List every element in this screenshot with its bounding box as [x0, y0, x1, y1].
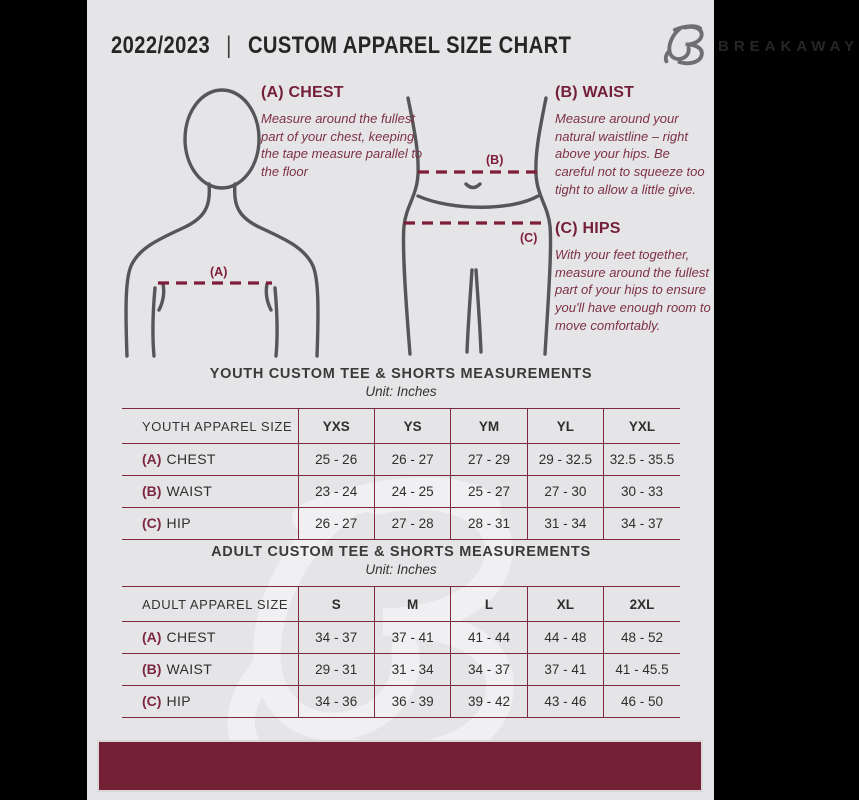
table-row	[122, 444, 680, 476]
row-label-cell	[122, 654, 298, 686]
measurement-cell: 34 - 37	[298, 622, 374, 654]
size-column-header: YM	[451, 409, 527, 444]
size-column-header: 2XL	[604, 587, 680, 622]
size-column-header: YXL	[604, 409, 680, 444]
measurement-cell: 26 - 27	[298, 508, 374, 540]
measurement-cell: 31 - 34	[527, 508, 603, 540]
row-label: HIP	[166, 514, 191, 531]
size-column-header: M	[374, 587, 450, 622]
measurement-cell: 25 - 27	[451, 476, 527, 508]
chest-instructions: Measure around the fullest part of your chest, keeping the tape measure parallel to the floor	[261, 111, 423, 180]
size-column-header: YXS	[298, 409, 374, 444]
title-divider: |	[226, 32, 232, 59]
measurement-cell: 48 - 52	[604, 622, 680, 654]
row-label-prefix: (C)	[142, 514, 162, 531]
measurement-cell: 34 - 37	[604, 508, 680, 540]
size-column-header: YS	[374, 409, 450, 444]
breakaway-b-logo-icon	[659, 23, 709, 69]
measurement-cell: 32.5 - 35.5	[604, 444, 680, 476]
measurement-cell: 28 - 31	[451, 508, 527, 540]
measurement-cell: 29 - 31	[298, 654, 374, 686]
row-label-prefix: (A)	[142, 450, 162, 467]
size-column-header: XL	[527, 587, 603, 622]
measurement-cell: 39 - 42	[451, 686, 527, 718]
footer-bar	[97, 740, 703, 792]
waist-heading: (B) WAIST	[555, 84, 635, 101]
youth-measurements-block	[122, 366, 680, 540]
measurement-cell: 24 - 25	[374, 476, 450, 508]
size-column-header: YL	[527, 409, 603, 444]
measurement-cell: 30 - 33	[604, 476, 680, 508]
figure-right-armpit-tick	[266, 284, 271, 310]
waist-marker-label: (B)	[486, 153, 504, 167]
hip-marker-label: (C)	[520, 231, 538, 245]
size-column-header: S	[298, 587, 374, 622]
measurement-cell: 36 - 39	[374, 686, 450, 718]
row-label: CHEST	[166, 450, 216, 467]
measurement-cell: 43 - 46	[527, 686, 603, 718]
measurement-cell: 27 - 29	[451, 444, 527, 476]
row-label-cell	[122, 444, 298, 476]
size-column-header: L	[451, 587, 527, 622]
row-label-cell	[122, 622, 298, 654]
row-label-prefix: (A)	[142, 628, 162, 645]
measurement-cell: 37 - 41	[374, 622, 450, 654]
title-text: CUSTOM APPAREL SIZE CHART	[247, 32, 572, 59]
row-label: CHEST	[166, 628, 216, 645]
row-label-cell	[122, 476, 298, 508]
figure-right-inner-arm	[275, 288, 277, 356]
row-label-prefix: (B)	[142, 482, 162, 499]
hips-instructions: With your feet together, measure around the fullest part of your hips to ensure you'll have enough room to move comfortably.	[555, 247, 711, 333]
measurement-cell: 41 - 45.5	[604, 654, 680, 686]
figure-left-armpit-tick	[159, 284, 164, 310]
size-table-label-header: ADULT APPAREL SIZE	[122, 587, 298, 622]
row-label: HIP	[166, 692, 191, 709]
brand-block	[659, 23, 859, 69]
hips-section	[555, 220, 713, 334]
row-label-prefix: (C)	[142, 692, 162, 709]
figure-left-shoulder-arm	[126, 184, 209, 356]
measurement-cell: 31 - 34	[374, 654, 450, 686]
adult-measurements-block	[122, 544, 680, 718]
size-chart-page	[87, 0, 859, 800]
figure-right-inner-thigh	[476, 270, 481, 352]
figure-navel	[466, 184, 480, 188]
row-label-cell	[122, 686, 298, 718]
measurement-cell: 44 - 48	[527, 622, 603, 654]
measurement-cell: 34 - 36	[298, 686, 374, 718]
adult-table-title: ADULT CUSTOM TEE & SHORTS MEASUREMENTS	[211, 544, 591, 560]
measurement-cell: 26 - 27	[374, 444, 450, 476]
measurement-cell: 46 - 50	[604, 686, 680, 718]
brand-name: BREAKAWAY	[718, 37, 859, 55]
table-header-row	[122, 587, 680, 622]
table-header-row	[122, 409, 680, 444]
measurement-cell: 41 - 44	[451, 622, 527, 654]
chest-marker-label: (A)	[210, 265, 228, 279]
figure-head	[185, 90, 259, 188]
table-row	[122, 686, 680, 718]
measurement-cell: 27 - 28	[374, 508, 450, 540]
row-label-cell	[122, 508, 298, 540]
youth-table-unit: Unit: Inches	[365, 384, 437, 399]
title-year: 2022/2023	[111, 32, 211, 59]
chest-heading: (A) CHEST	[261, 84, 344, 101]
chest-section	[261, 84, 431, 181]
measurement-cell: 23 - 24	[298, 476, 374, 508]
figure-left-inner-thigh	[467, 270, 472, 352]
row-label: WAIST	[166, 660, 213, 677]
row-label-prefix: (B)	[142, 660, 162, 677]
waist-section	[555, 84, 710, 198]
adult-table-unit: Unit: Inches	[365, 562, 437, 577]
figure-waistband-curve	[418, 196, 538, 207]
table-row	[122, 654, 680, 686]
table-row	[122, 622, 680, 654]
measurement-cell: 25 - 26	[298, 444, 374, 476]
measurement-cell: 29 - 32.5	[527, 444, 603, 476]
youth-size-table	[122, 408, 680, 540]
youth-table-title: YOUTH CUSTOM TEE & SHORTS MEASUREMENTS	[209, 366, 593, 382]
hips-heading: (C) HIPS	[555, 220, 621, 237]
measurement-cell: 34 - 37	[451, 654, 527, 686]
row-label: WAIST	[166, 482, 213, 499]
waist-instructions: Measure around your natural waistline – right above your hips. Be careful not to squeeze too tight to allow a little give.	[555, 111, 705, 197]
measurement-cell: 37 - 41	[527, 654, 603, 686]
adult-size-table	[122, 586, 680, 718]
figure-right-side	[536, 98, 551, 354]
table-row	[122, 508, 680, 540]
document-title	[111, 32, 571, 60]
size-table-label-header: YOUTH APPAREL SIZE	[122, 409, 298, 444]
figure-left-inner-arm	[153, 288, 155, 356]
measurement-cell: 27 - 30	[527, 476, 603, 508]
header	[87, 20, 859, 72]
table-row	[122, 476, 680, 508]
